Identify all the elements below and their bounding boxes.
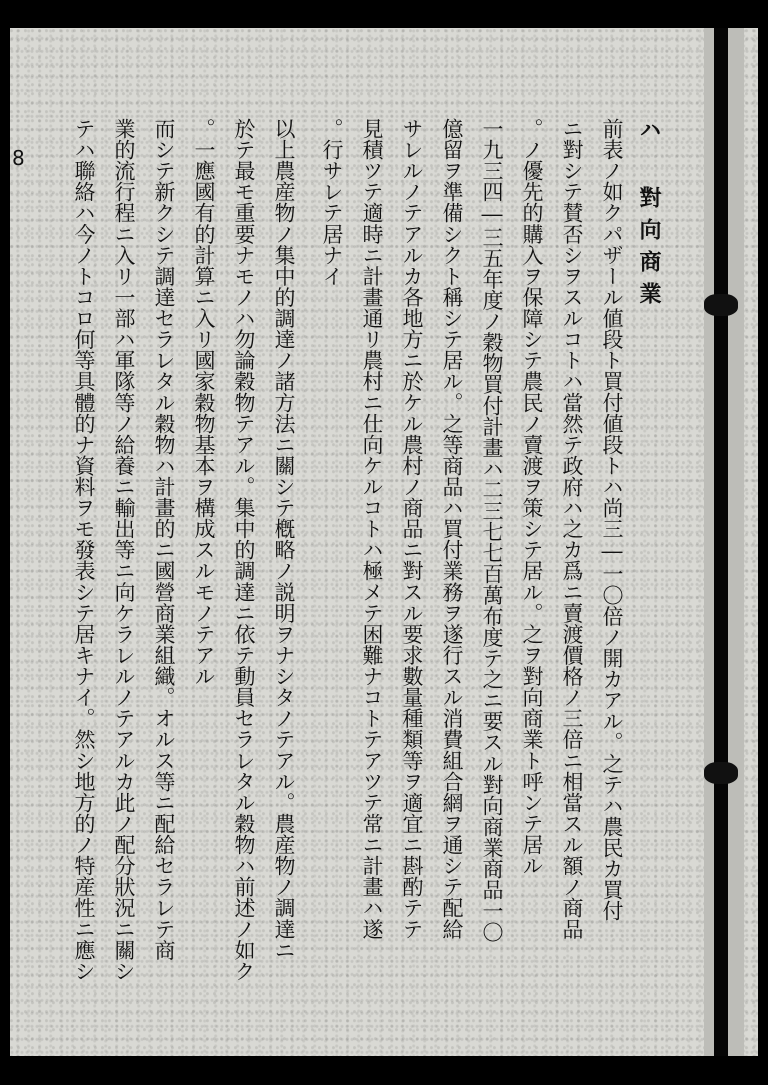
text-column-11: 一應國有的計算ニ入リ國家穀物基本ヲ構成スルモノテアル。 <box>192 118 216 687</box>
text-column-5: 億留ヲ準備シクト稱シテ居ル。之等商品ハ買付業務ヲ遂行スル消費組合網ヲ通シテ配給 <box>440 118 464 940</box>
text-column-2: ニ對シテ賛否シヲスルコトハ當然テ政府ハ之カ爲ニ賣渡價格ノ三倍ニ相當スル額ノ商品 <box>560 118 584 940</box>
text-column-6: サレルノテアルカ各地方ニ於ケル農村ノ商品ニ對スル要求數量種類等ヲ適宜ニ斟酌テテ <box>400 118 424 940</box>
text-column-13: 業的流行程ニ入リ一部ハ軍隊等ノ給養ニ輸出等ニ向ケラレルノテアルカ此ノ配分狀況ニ關シ <box>112 118 136 982</box>
text-column-10: 於テ最モ重要ナモノハ勿論穀物テアル。集中的調達ニ依テ動員セラレタル穀物ハ前述ノ如ク <box>232 118 256 982</box>
page-number: 8 <box>12 146 25 170</box>
binding-knot-top <box>704 294 738 316</box>
text-column-3: ノ優先的購入ヲ保障シテ農民ノ賣渡ヲ策シテ居ル。之ヲ對向商業ト呼ンテ居ル。 <box>520 118 544 877</box>
text-column-4: 一九三四―三五年度ノ穀物買付計畫ハ二三七七百萬布度テ之ニ要スル對向商業商品一〇 <box>480 118 504 943</box>
section-heading: ハ 對向商業 <box>636 118 662 314</box>
text-column-1: 前表ノ如クパザール値段ト買付値段トハ尚三―一〇倍ノ開カアル。之テハ農民カ買付 <box>600 118 624 922</box>
binding-knot-bottom <box>704 762 738 784</box>
text-column-7: 見積ツテ適時ニ計畫通リ農村ニ仕向ケルコトハ極メテ困難ナコトテアツテ常ニ計畫ハ遂 <box>360 118 384 940</box>
text-column-12: 而シテ新クシテ調達セラレタル穀物ハ計畫的ニ國營商業組織。オルス等ニ配給セラレテ商 <box>152 118 176 961</box>
text-columns <box>70 118 662 1018</box>
text-column-9: 以上農産物ノ集中的調達ノ諸方法ニ關シテ槪略ノ説明ヲナシタノテアル。農産物ノ調達ニ <box>272 118 296 961</box>
binding-bar <box>714 28 728 1056</box>
text-column-14: テハ聯絡ハ今ノトコロ何等具體的ナ資料ヲモ發表シテ居キナイ。然シ地方的ノ特産性ニ應シ <box>72 118 96 982</box>
document-page <box>10 28 758 1056</box>
text-column-8: 行サレテ居ナイ。 <box>320 118 344 287</box>
